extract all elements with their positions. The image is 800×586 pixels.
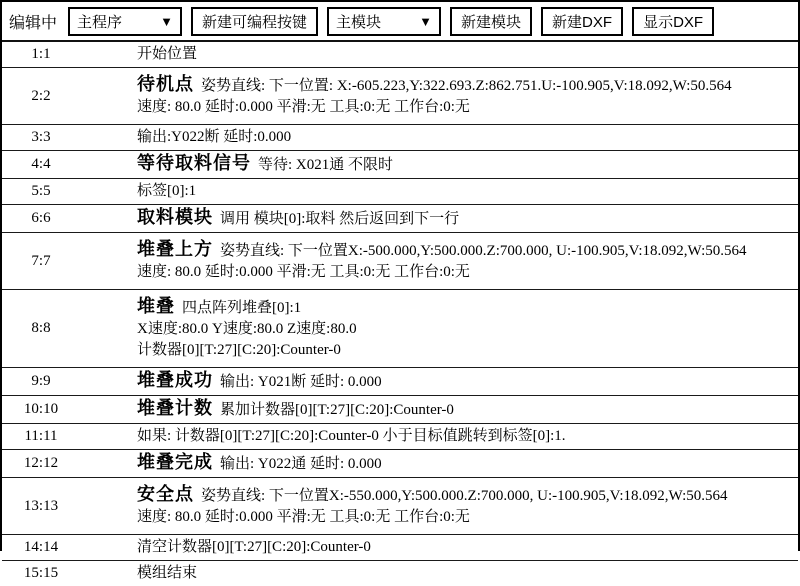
program-row[interactable] [2,68,798,125]
step-detail: 四点阵列堆叠[0]:1 [182,300,302,316]
step-line [137,563,197,584]
step-detail: 速度: 80.0 延时:0.000 平滑:无 工具:0:无 工作台:0:无 [137,264,470,280]
row-content [137,239,751,283]
step-detail: 输出: Y022通 延时: 0.000 [220,456,382,472]
program-row[interactable] [2,179,798,205]
row-number: 9:9 [31,373,51,389]
row-content [137,74,736,118]
step-line [137,97,732,118]
module-select-dropdown[interactable] [327,7,441,36]
program-row[interactable] [2,424,798,450]
program-select-dropdown[interactable] [68,7,182,36]
row-content [137,452,386,475]
step-detail: 等待: X021通 不限时 [258,157,394,173]
row-content [137,426,570,447]
row-content [137,153,397,176]
step-title: 待机点 [137,74,194,94]
step-title: 堆叠上方 [137,239,213,259]
step-line [137,44,197,65]
row-number: 7:7 [31,252,51,269]
step-line [137,537,371,558]
step-detail: 累加计数器[0][T:27][C:20]:Counter-0 [220,402,454,418]
row-number: 15:15 [23,565,59,581]
row-number: 3:3 [31,129,51,145]
row-content [137,127,295,148]
row-content [137,296,361,361]
step-line [137,296,357,319]
step-line [137,127,291,148]
step-detail: 速度: 80.0 延时:0.000 平滑:无 工具:0:无 工作台:0:无 [137,509,470,525]
row-content [137,484,732,528]
step-line [137,398,454,421]
row-content [137,44,201,65]
step-line [137,340,357,361]
step-detail: 开始位置 [137,46,198,62]
row-number: 11:11 [24,428,58,444]
step-detail: 调用 模块[0]:取料 然后返回到下一行 [220,211,460,227]
row-number: 8:8 [31,320,51,336]
step-line [137,207,459,230]
program-row[interactable] [2,205,798,233]
step-title: 堆叠计数 [137,398,213,418]
step-line [137,74,732,97]
step-detail: 输出: Y021断 延时: 0.000 [220,374,382,390]
show-dxf-button[interactable]: 显示DXF [632,7,714,36]
row-number: 10:10 [23,401,59,417]
step-line [137,370,382,393]
row-content [137,537,375,558]
new-module-button[interactable]: 新建模块 [450,7,532,36]
program-row[interactable] [2,396,798,424]
step-line [137,181,196,202]
step-detail: 输出:Y022断 延时:0.000 [137,129,292,145]
dropdown-arrow-icon: ▼ [419,13,433,29]
program-row[interactable] [2,233,798,290]
step-title: 取料模块 [137,207,213,227]
step-title: 堆叠 [137,296,175,316]
row-number: 4:4 [31,156,51,172]
program-row[interactable] [2,151,798,179]
row-content [137,398,458,421]
new-dxf-button[interactable]: 新建DXF [541,7,623,36]
program-row[interactable] [2,561,798,586]
row-number: 12:12 [23,455,59,471]
step-line [137,153,393,176]
row-content [137,563,201,584]
step-detail: X速度:80.0 Y速度:80.0 Z速度:80.0 [137,321,357,337]
step-detail: 速度: 80.0 延时:0.000 平滑:无 工具:0:无 工作台:0:无 [137,99,470,115]
step-title: 堆叠完成 [137,452,213,472]
step-line [137,426,566,447]
step-title: 堆叠成功 [137,370,213,390]
step-detail: 姿势直线: 下一位置X:-550.000,Y:500.000.Z:700.000, U:-100.905,V:18.092,W:50.564 [201,488,728,504]
row-number: 14:14 [23,539,59,555]
program-row[interactable] [2,535,798,561]
toolbar [2,2,798,42]
step-detail: 计数器[0][T:27][C:20]:Counter-0 [137,342,341,358]
dropdown-arrow-icon: ▼ [160,13,174,29]
edit-status-label: 编辑中 [9,14,58,32]
step-line [137,484,728,507]
program-row[interactable] [2,125,798,151]
step-detail: 如果: 计数器[0][T:27][C:20]:Counter-0 小于目标值跳转到标签[0]:1. [137,428,566,444]
row-content [137,207,463,230]
row-content [137,370,386,393]
step-line [137,319,357,340]
row-content [137,181,200,202]
row-number: 2:2 [31,87,51,104]
step-detail: 姿势直线: 下一位置: X:-605.223,Y:322.693.Z:862.751.U:-100.905,V:18.092,W:50.564 [201,78,732,94]
new-programmable-key-button[interactable]: 新建可编程按键 [191,7,318,36]
program-row[interactable] [2,42,798,68]
program-step-table [2,42,798,586]
program-row[interactable] [2,478,798,535]
program-select-value: 主程序 [77,14,123,31]
row-number: 1:1 [31,46,51,62]
step-detail: 清空计数器[0][T:27][C:20]:Counter-0 [137,539,371,555]
step-line [137,262,747,283]
step-line [137,239,747,262]
row-number: 5:5 [31,183,51,199]
row-number: 13:13 [23,497,59,514]
step-title: 等待取料信号 [137,153,251,173]
step-detail: 标签[0]:1 [137,183,197,199]
program-row[interactable] [2,450,798,478]
step-detail: 模组结束 [137,565,198,581]
step-line [137,452,382,475]
step-title: 安全点 [137,484,194,504]
program-row[interactable] [2,290,798,368]
step-line [137,507,728,528]
step-detail: 姿势直线: 下一位置X:-500.000,Y:500.000.Z:700.000, U:-100.905,V:18.092,W:50.564 [220,243,747,259]
module-select-value: 主模块 [336,14,382,31]
row-number: 6:6 [31,210,51,226]
program-row[interactable] [2,368,798,396]
